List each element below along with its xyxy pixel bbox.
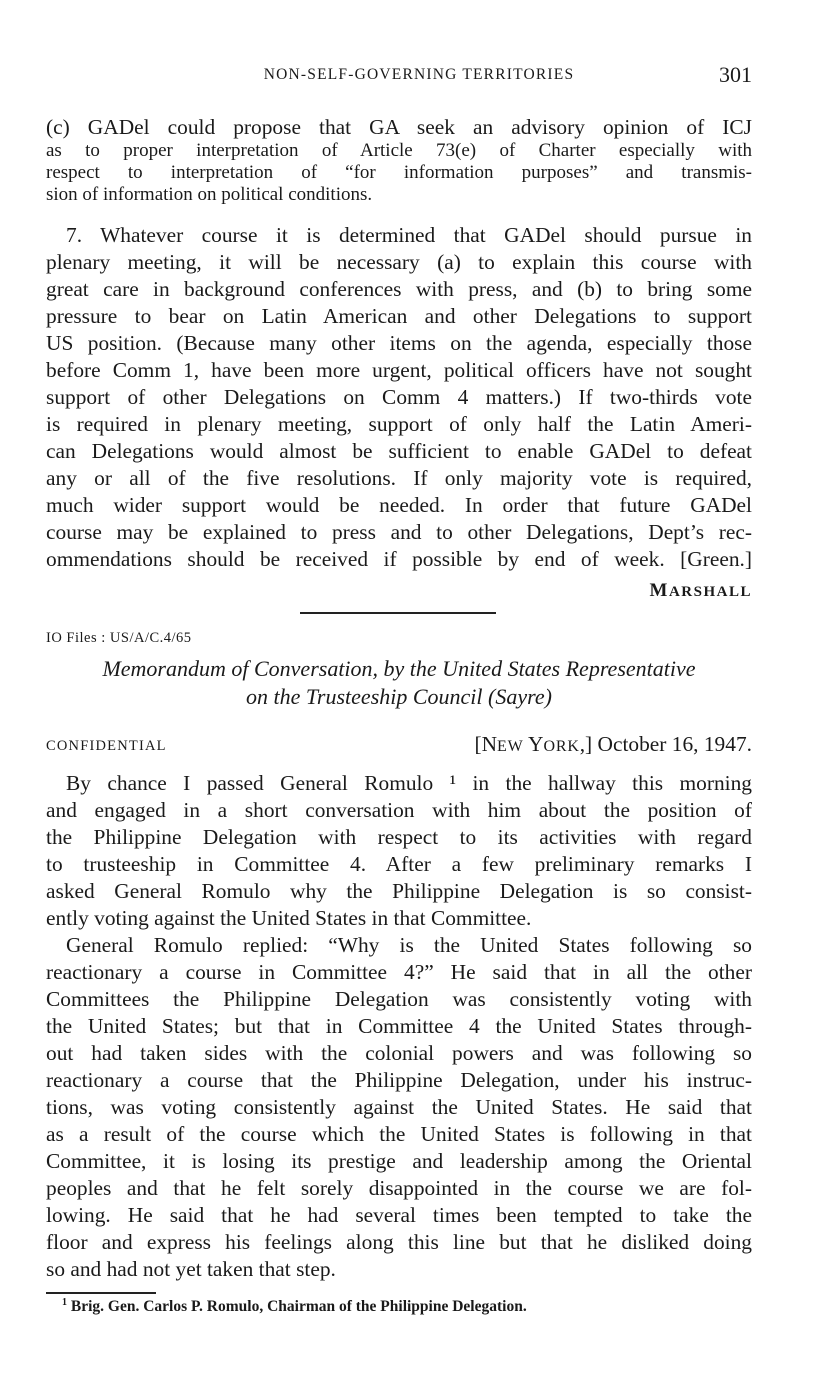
footnote-text: Brig. Gen. Carlos P. Romulo, Chairman of the Philippine Delegation. — [70, 1298, 527, 1315]
text-line: to trusteeship in Committee 4. After a few preliminary remarks I — [46, 852, 752, 876]
text-line: the United States; but that in Committee 4 the United States through- — [46, 1014, 752, 1038]
text-line: as to proper interpretation of Article 73(e) of Charter especially with — [46, 140, 752, 161]
text-line: so and had not yet taken that step. — [46, 1257, 336, 1281]
text-line: support of other Delegations on Comm 4 matters.) If two-thirds vote — [46, 385, 752, 409]
date-text: October 16, 1947. — [592, 732, 752, 756]
text-line: can Delegations would almost be sufficient to enable GADel to defeat — [46, 439, 752, 463]
text-line: is required in plenary meeting, support of only half the Latin Ameri- — [46, 412, 752, 436]
dateline-part: EW — [497, 738, 524, 755]
text-line: out had taken sides with the colonial powers and was following so — [46, 1041, 752, 1065]
signature-rest: ARSHALL — [668, 584, 752, 600]
text-line: peoples and that he felt sorely disappointed in the course we are fol- — [46, 1176, 752, 1200]
text-line: the Philippine Delegation with respect to its activities with regard — [46, 825, 752, 849]
text-line: respect to interpretation of “for information purposes” and transmis- — [46, 162, 752, 183]
text-line: 7. Whatever course it is determined that GADel should pursue in — [66, 223, 752, 247]
text-line: By chance I passed General Romulo ¹ in the hallway this morning — [66, 771, 752, 795]
signature-initial: M — [649, 580, 669, 601]
text-line: tions, was voting consistently against the United States. He said that — [46, 1095, 752, 1119]
text-line: pressure to bear on Latin American and other Delegations to support — [46, 304, 752, 328]
page-number: 301 — [719, 62, 752, 87]
dateline — [400, 732, 752, 757]
text-line: asked General Romulo why the Philippine Delegation is so consist- — [46, 879, 752, 903]
footnote — [62, 1298, 527, 1316]
text-line: US position. (Because many other items on the agenda, especially those — [46, 331, 752, 355]
file-reference: IO Files : US/A/C.4/65 — [46, 630, 192, 646]
signature — [560, 580, 752, 602]
text-line: much wider support would be needed. In order that future GADel — [46, 493, 752, 517]
text-line: floor and express his feelings along this line but that he disliked doing — [46, 1230, 752, 1254]
text-line: sion of information on political conditions. — [46, 184, 373, 205]
text-line: (c) GADel could propose that GA seek an advisory opinion of ICJ — [46, 115, 752, 139]
footnote-marker: 1 — [62, 1296, 67, 1308]
text-line: as a result of the course which the United States is following in that — [46, 1122, 752, 1146]
text-line: great care in background conferences with press, and (b) to bring some — [46, 277, 752, 301]
text-line: before Comm 1, have been more urgent, political officers have not sought — [46, 358, 752, 382]
footnote-divider — [46, 1292, 156, 1294]
text-line: reactionary a course in Committee 4?” He said that in all the other — [46, 960, 752, 984]
text-line: Committees the Philippine Delegation was consistently voting with — [46, 987, 752, 1011]
text-line: plenary meeting, it will be necessary (a) to explain this course with — [46, 250, 752, 274]
text-line: lowing. He said that he had several times been tempted to take the — [46, 1203, 752, 1227]
text-line: Committee, it is losing its prestige and leadership among the Oriental — [46, 1149, 752, 1173]
classification-label: CONFIDENTIAL — [46, 738, 167, 754]
bracket-close: ,] — [579, 732, 593, 756]
text-line: and engaged in a short conversation with him about the position of — [46, 798, 752, 822]
memo-title-line-2: on the Trusteeship Council (Sayre) — [246, 684, 552, 709]
dateline-part: N — [481, 732, 498, 756]
memo-title-line-1: Memorandum of Conversation, by the United States Representative — [102, 656, 696, 681]
text-line: General Romulo replied: “Why is the United States following so — [66, 933, 752, 957]
running-title: NON-SELF-GOVERNING TERRITORIES — [263, 66, 575, 83]
text-line: any or all of the five resolutions. If only majority vote is required, — [46, 466, 752, 490]
text-line: ently voting against the United States in that Committee. — [46, 906, 532, 930]
section-divider — [300, 612, 496, 614]
bracket-open: [ — [474, 732, 482, 756]
dateline-part: Y — [523, 732, 544, 756]
text-line: course may be explained to press and to other Delegations, Dept’s rec- — [46, 520, 752, 544]
text-line: ommendations should be received if possible by end of week. [Green.] — [46, 547, 752, 571]
text-line: reactionary a course that the Philippine Delegation, under his instruc- — [46, 1068, 752, 1092]
dateline-part: ORK — [543, 738, 580, 755]
